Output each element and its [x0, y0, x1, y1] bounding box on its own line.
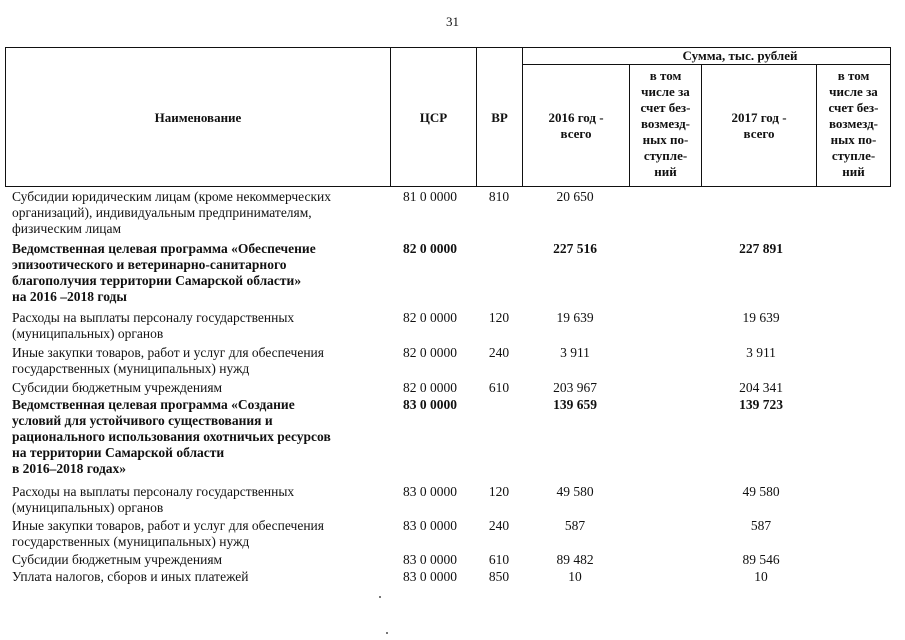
row-name-line: Расходы на выплаты персоналу государственных: [12, 310, 295, 325]
row-csr: 82 0 0000: [403, 310, 457, 325]
row-name-line: организаций), индивидуальным предпринимателям,: [12, 205, 312, 220]
row-name-line: Иные закупки товаров, работ и услуг для обеспечения: [12, 345, 324, 360]
row-csr: 83 0 0000: [403, 569, 457, 584]
page-number: 31: [446, 14, 459, 29]
row-vr: 610: [488, 380, 510, 395]
row-2017-total: 204 341: [739, 380, 783, 395]
row-2016-total: 139 659: [553, 397, 597, 412]
row-name: [12, 345, 382, 377]
row-name-line: Субсидии бюджетным учреждениям: [12, 380, 223, 395]
header-bottom-border: [5, 186, 890, 187]
header-line: всего: [743, 126, 775, 141]
row-2017-total: 139 723: [739, 397, 783, 412]
header-line: 2017 год -: [731, 110, 787, 125]
header-name: Наименование: [154, 110, 242, 125]
row-name: [12, 380, 382, 396]
row-name: [12, 189, 382, 237]
row-2016-total: 49 580: [556, 484, 594, 499]
row-name-line: Ведомственная целевая программа «Обеспечение: [12, 241, 316, 256]
row-2016-total: 10: [568, 569, 582, 584]
row-2017-total: 10: [754, 569, 768, 584]
header-line: ступле-: [643, 148, 688, 163]
row-name-line: эпизоотического и ветеринарно-санитарного: [12, 257, 287, 272]
row-name-line: физическим лицам: [12, 221, 122, 236]
header-line: ных по-: [830, 132, 877, 147]
row-name-line: рационального использования охотничьих ресурсов: [12, 429, 331, 444]
row-name-line: (муниципальных) органов: [12, 500, 164, 515]
row-2016-total: 203 967: [553, 380, 597, 395]
row-name-line: государственных (муниципальных) нужд: [12, 534, 250, 549]
header-line: возмезд-: [829, 116, 878, 131]
row-2016-total: 3 911: [560, 345, 590, 360]
row-name: [12, 569, 382, 585]
row-vr: 850: [488, 569, 510, 584]
row-vr: 810: [488, 189, 510, 204]
row-vr: 120: [488, 310, 510, 325]
header-2017-total: [702, 110, 816, 142]
header-csr: ЦСР: [419, 110, 448, 125]
row-csr: 83 0 0000: [403, 484, 457, 499]
row-name: [12, 518, 382, 550]
row-name: [12, 397, 382, 477]
row-2017-total: 89 546: [742, 552, 780, 567]
header-line: счет без-: [640, 100, 691, 115]
header-line: ний: [842, 164, 865, 179]
row-vr: 240: [488, 518, 510, 533]
header-line: ний: [654, 164, 677, 179]
header-line: 2016 год -: [548, 110, 604, 125]
scan-speck: [379, 596, 381, 598]
header-line: всего: [560, 126, 592, 141]
row-name-line: на 2016 –2018 годы: [12, 289, 127, 304]
row-name: [12, 484, 382, 516]
row-2017-total: 19 639: [742, 310, 780, 325]
row-name-line: (муниципальных) органов: [12, 326, 164, 341]
row-2017-total: 3 911: [746, 345, 776, 360]
header-2017-incl: [817, 68, 890, 180]
row-csr: 83 0 0000: [403, 518, 457, 533]
header-line: числе за: [829, 84, 878, 99]
header-line: в том: [837, 68, 870, 83]
row-name-line: благополучия территории Самарской области»: [12, 273, 302, 288]
row-name-line: государственных (муниципальных) нужд: [12, 361, 250, 376]
header-2016-total: [523, 110, 629, 142]
row-2016-total: 89 482: [556, 552, 594, 567]
row-csr: 82 0 0000: [403, 241, 457, 256]
header-line: ных по-: [642, 132, 689, 147]
header-line: ступле-: [831, 148, 876, 163]
row-2017-total: 49 580: [742, 484, 780, 499]
row-name: [12, 241, 382, 305]
row-2016-total: 20 650: [556, 189, 594, 204]
row-name-line: Уплата налогов, сборов и иных платежей: [12, 569, 249, 584]
row-2016-total: 227 516: [553, 241, 597, 256]
row-vr: 610: [488, 552, 510, 567]
row-name-line: Расходы на выплаты персоналу государственных: [12, 484, 295, 499]
header-line: числе за: [641, 84, 690, 99]
header-right-border: [890, 47, 891, 187]
header-vr: ВР: [491, 110, 508, 125]
row-name: [12, 552, 382, 568]
row-2017-total: 587: [750, 518, 772, 533]
row-name-line: на территории Самарской области: [12, 445, 225, 460]
row-2017-total: 227 891: [739, 241, 783, 256]
row-csr: 81 0 0000: [403, 189, 457, 204]
row-name-line: Субсидии юридическим лицам (кроме некоммерческих: [12, 189, 332, 204]
header-2016-incl: [630, 68, 701, 180]
scan-speck: [386, 632, 388, 634]
row-csr: 82 0 0000: [403, 380, 457, 395]
header-line: в том: [649, 68, 682, 83]
row-2016-total: 587: [564, 518, 586, 533]
row-name: [12, 310, 382, 342]
row-name-line: Иные закупки товаров, работ и услуг для обеспечения: [12, 518, 324, 533]
row-vr: 240: [488, 345, 510, 360]
row-name-line: условий для устойчивого существования и: [12, 413, 273, 428]
header-line: счет без-: [828, 100, 879, 115]
row-vr: 120: [488, 484, 510, 499]
row-name-line: в 2016–2018 годах»: [12, 461, 127, 476]
row-csr: 83 0 0000: [403, 397, 457, 412]
row-csr: 83 0 0000: [403, 552, 457, 567]
sum-group-border: [522, 64, 890, 65]
header-sum-group: Сумма, тыс. рублей: [682, 48, 798, 63]
row-name-line: Ведомственная целевая программа «Создание: [12, 397, 295, 412]
row-name-line: Субсидии бюджетным учреждениям: [12, 552, 223, 567]
header-line: возмезд-: [641, 116, 690, 131]
row-2016-total: 19 639: [556, 310, 594, 325]
row-csr: 82 0 0000: [403, 345, 457, 360]
